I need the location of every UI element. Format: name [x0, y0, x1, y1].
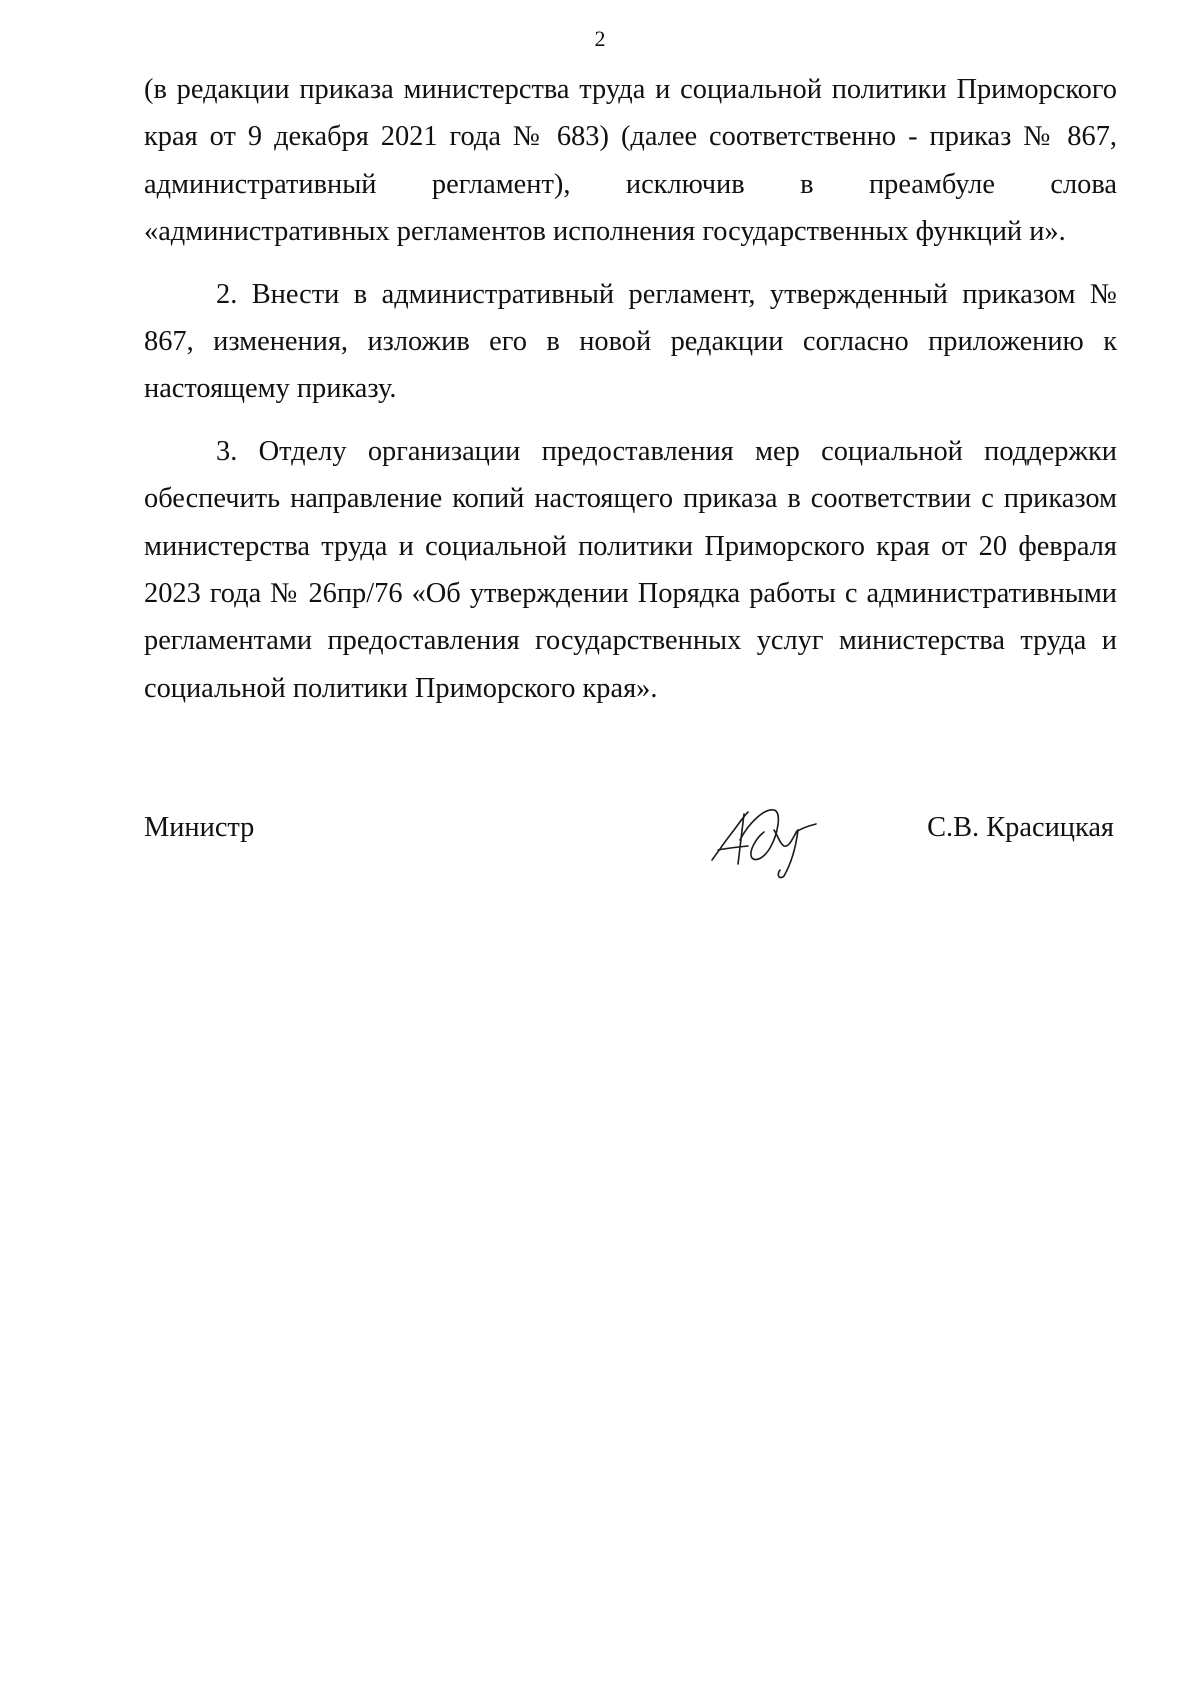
paragraph-item-2: 2. Внести в административный регламент, утвержденный приказом № 867, изменения, изложив его в новой редакции согласно приложению к настоящему приказу.: [144, 278, 1117, 405]
signature-block: [144, 808, 1117, 888]
handwritten-signature: [704, 790, 824, 882]
page-number: 2: [594, 26, 606, 51]
paragraph-continuation: (в редакции приказа министерства труда и социальной политики Приморского края от 9 декабря 2021 года № 683) (далее соответственно - приказ № 867, административный регламент), исключив в преамбуле слова «административных регламентов исполнения государственных функций и».: [144, 74, 1117, 248]
signer-title: Министр: [144, 812, 255, 843]
signer-name: С.В. Красицкая: [927, 812, 1114, 843]
paragraph-item-3: 3. Отделу организации предоставления мер социальной поддержки обеспечить направление копий настоящего приказа в соответствии с приказом министерства труда и социальной политики Приморского края от 20 февраля 2023 года № 26пр/76 «Об утверждении Порядка работы с административными регламентами предоставления государственных услуг министерства труда и социальной политики Приморского края».: [144, 435, 1117, 704]
document-body: [144, 66, 1117, 712]
